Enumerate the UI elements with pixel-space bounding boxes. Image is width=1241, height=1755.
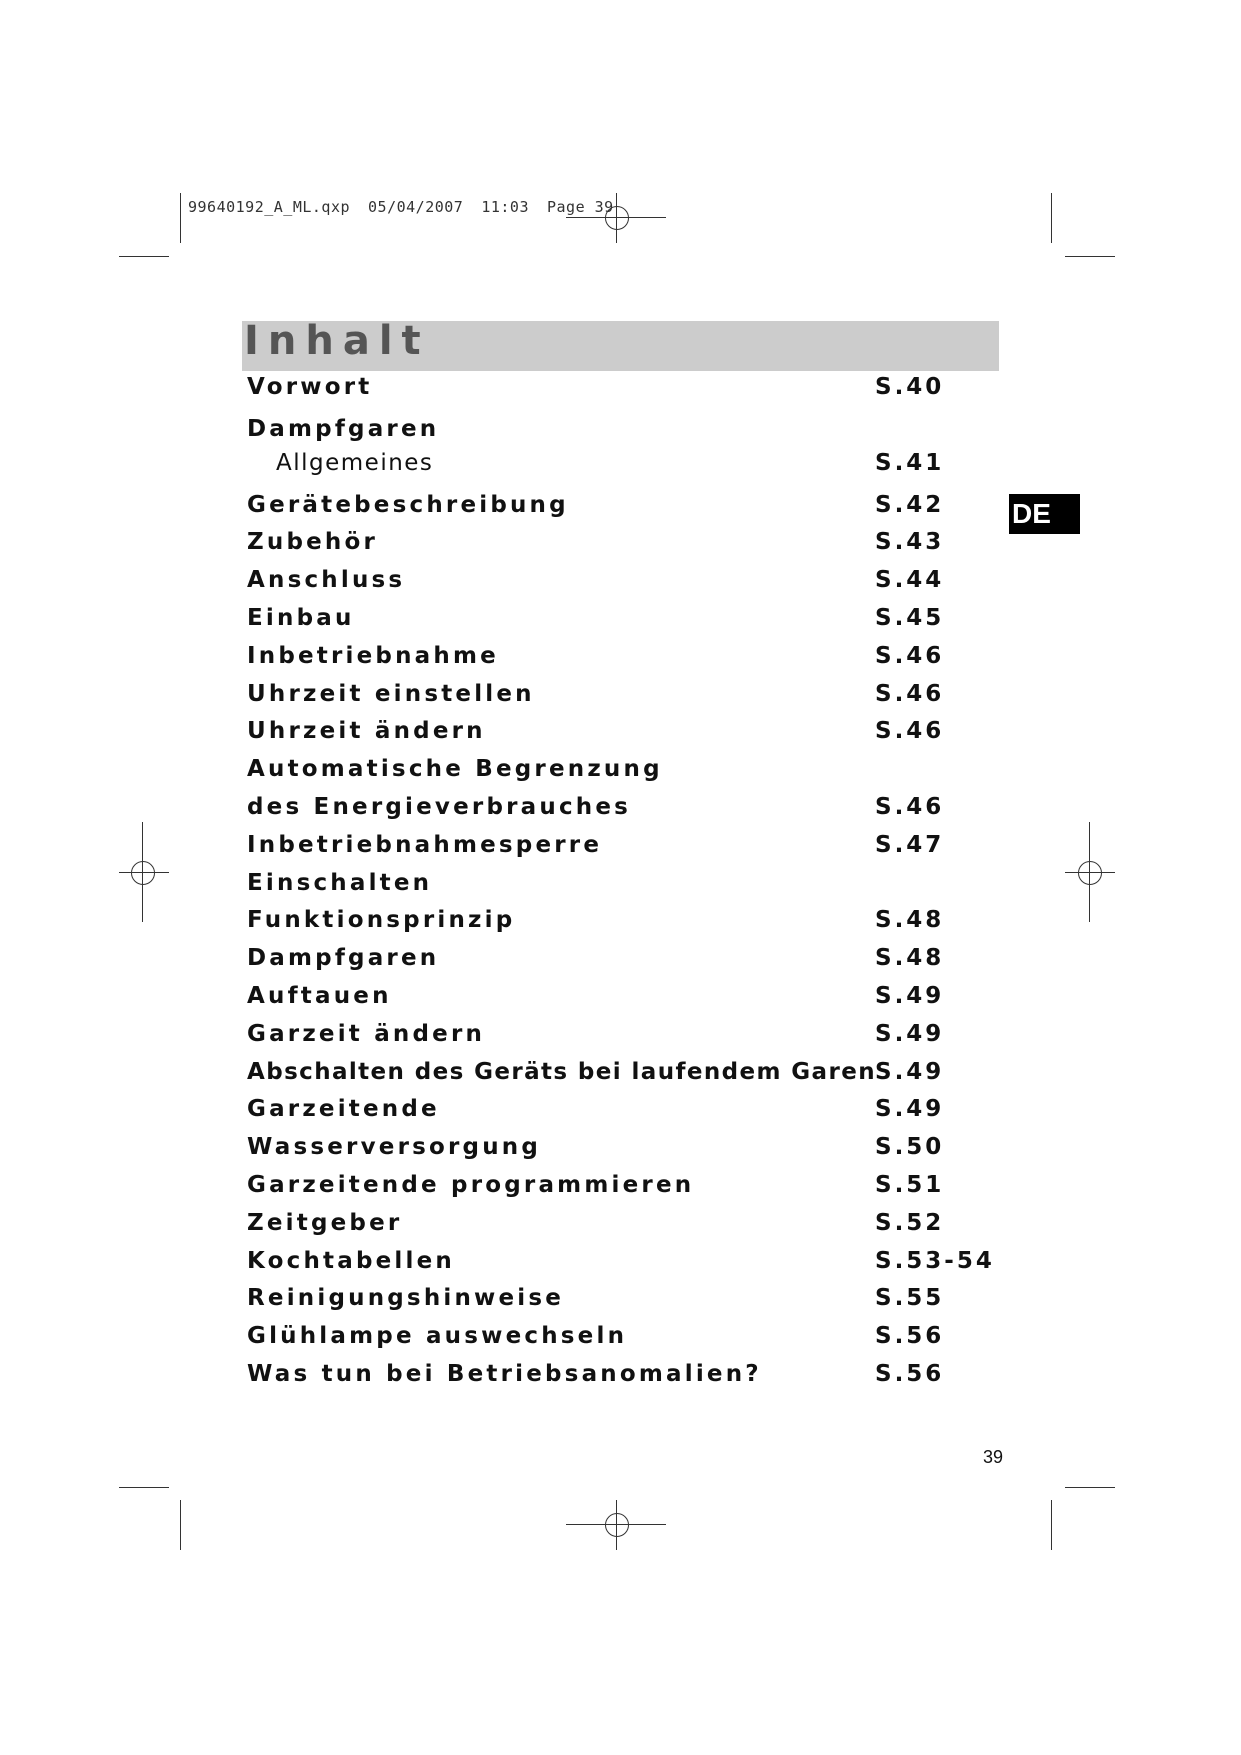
toc-page: S.56: [875, 1323, 945, 1350]
crop-mark-bottom-left-h: [119, 1487, 169, 1488]
toc-page: S.48: [875, 907, 945, 934]
toc-page: S.50: [875, 1134, 945, 1161]
toc-page: S.49: [875, 1058, 945, 1085]
toc-entry: [247, 907, 1007, 945]
toc-page: S.48: [875, 945, 945, 972]
toc-entry: [247, 605, 1007, 643]
toc-entry: [247, 492, 1007, 530]
toc-entry: [247, 374, 1007, 416]
registration-circle-left: [131, 861, 155, 885]
toc-entry: [247, 1134, 1007, 1172]
toc-label: Dampfgaren: [247, 945, 440, 972]
toc-page: S.46: [875, 793, 945, 820]
toc-page: S.55: [875, 1285, 945, 1312]
print-slug: [188, 198, 632, 216]
toc-label: Automatische Begrenzung: [247, 756, 663, 783]
toc-label: Anschluss: [247, 567, 406, 594]
toc-label: Einschalten: [247, 869, 433, 896]
toc-entry: [247, 1285, 1007, 1323]
toc-entry: [247, 416, 1007, 454]
crop-mark-top-left-v: [180, 193, 181, 243]
toc-label: Zeitgeber: [247, 1209, 403, 1236]
crop-mark-bottom-right-h: [1065, 1487, 1115, 1488]
toc-entry: [247, 567, 1007, 605]
toc-page: S.42: [875, 491, 945, 518]
crop-mark-bottom-right-v: [1051, 1500, 1052, 1550]
toc-label: Gerätebeschreibung: [247, 491, 569, 518]
toc-entry: [247, 1361, 1007, 1399]
toc-page: S.43: [875, 529, 945, 556]
toc-label: Garzeitende: [247, 1096, 440, 1123]
toc-entry: [247, 1323, 1007, 1361]
slug-time: 11:03: [481, 198, 529, 216]
toc-page: S.56: [875, 1360, 945, 1387]
language-tab: DE: [1009, 494, 1080, 534]
toc-label: Dampfgaren: [247, 416, 440, 442]
crop-mark-top-right-h: [1065, 256, 1115, 257]
registration-circle-right: [1078, 861, 1102, 885]
toc-entry: [247, 449, 1007, 492]
crop-mark-top-right-v: [1051, 193, 1052, 243]
crop-mark-top-left-h: [119, 256, 169, 257]
toc-label: Wasserversorgung: [247, 1134, 542, 1161]
toc-label: des Energieverbrauches: [247, 793, 632, 820]
toc-label: Uhrzeit ändern: [247, 718, 486, 745]
toc-entry: [247, 529, 1007, 567]
toc-label: Garzeit ändern: [247, 1020, 486, 1047]
toc-entry: [247, 1172, 1007, 1210]
toc-entry: [247, 681, 1007, 719]
toc-page: S.47: [875, 831, 945, 858]
toc-page: S.52: [875, 1209, 945, 1236]
toc-entry: [247, 756, 1007, 794]
toc-label: Einbau: [247, 604, 355, 631]
registration-circle-bottom: [605, 1513, 629, 1537]
toc-label: Vorwort: [247, 374, 373, 400]
toc-page: S.46: [875, 680, 945, 707]
toc-entry: [247, 870, 1007, 908]
toc-entry: [247, 832, 1007, 870]
toc-page: S.45: [875, 604, 945, 631]
toc-entry: [247, 1021, 1007, 1059]
toc-label: Funktionsprinzip: [247, 907, 516, 934]
toc-page: S.49: [875, 1096, 945, 1123]
toc-page: S.49: [875, 982, 945, 1009]
toc-label: Uhrzeit einstellen: [247, 680, 535, 707]
toc-entry: [247, 1210, 1007, 1248]
toc-page: S.49: [875, 1020, 945, 1047]
toc-label: Glühlampe auswechseln: [247, 1323, 628, 1350]
toc-page: S.51: [875, 1171, 945, 1198]
toc-entry: [247, 718, 1007, 756]
toc-entry: [247, 1248, 1007, 1286]
slug-date: 05/04/2007: [368, 198, 464, 216]
toc-entry: [247, 643, 1007, 681]
toc-label: Inbetriebnahme: [247, 642, 499, 669]
toc-entry: [247, 794, 1007, 832]
toc-label: Zubehör: [247, 529, 379, 556]
toc-label: Inbetriebnahmesperre: [247, 831, 603, 858]
toc-label: Auftauen: [247, 982, 392, 1009]
page-title: Inhalt: [244, 318, 430, 364]
toc-page: S.46: [875, 642, 945, 669]
crop-mark-bottom-left-v: [180, 1500, 181, 1550]
toc-label: Garzeitende programmieren: [247, 1171, 695, 1198]
toc-page: S.53-54: [875, 1247, 995, 1274]
toc-label: Allgemeines: [276, 449, 434, 476]
toc-entry: [247, 945, 1007, 983]
slug-page: Page 39: [547, 198, 614, 216]
page-number: 39: [983, 1447, 1004, 1467]
toc-label: Abschalten des Geräts bei laufendem Garen: [247, 1058, 876, 1085]
toc-entry: [247, 983, 1007, 1021]
toc-entry: [247, 1059, 1007, 1097]
toc-label: Kochtabellen: [247, 1247, 455, 1274]
toc-page: S.44: [875, 567, 945, 594]
toc-entry: [247, 1096, 1007, 1134]
toc-label: Was tun bei Betriebsanomalien?: [247, 1360, 762, 1387]
toc-page: S.46: [875, 718, 945, 745]
registration-circle-top: [605, 206, 629, 230]
toc-label: Reinigungshinweise: [247, 1285, 565, 1312]
table-of-contents: [247, 374, 1007, 1399]
slug-file: 99640192_A_ML.qxp: [188, 198, 351, 216]
toc-page: S.40: [875, 374, 945, 400]
toc-page: S.41: [875, 449, 945, 476]
